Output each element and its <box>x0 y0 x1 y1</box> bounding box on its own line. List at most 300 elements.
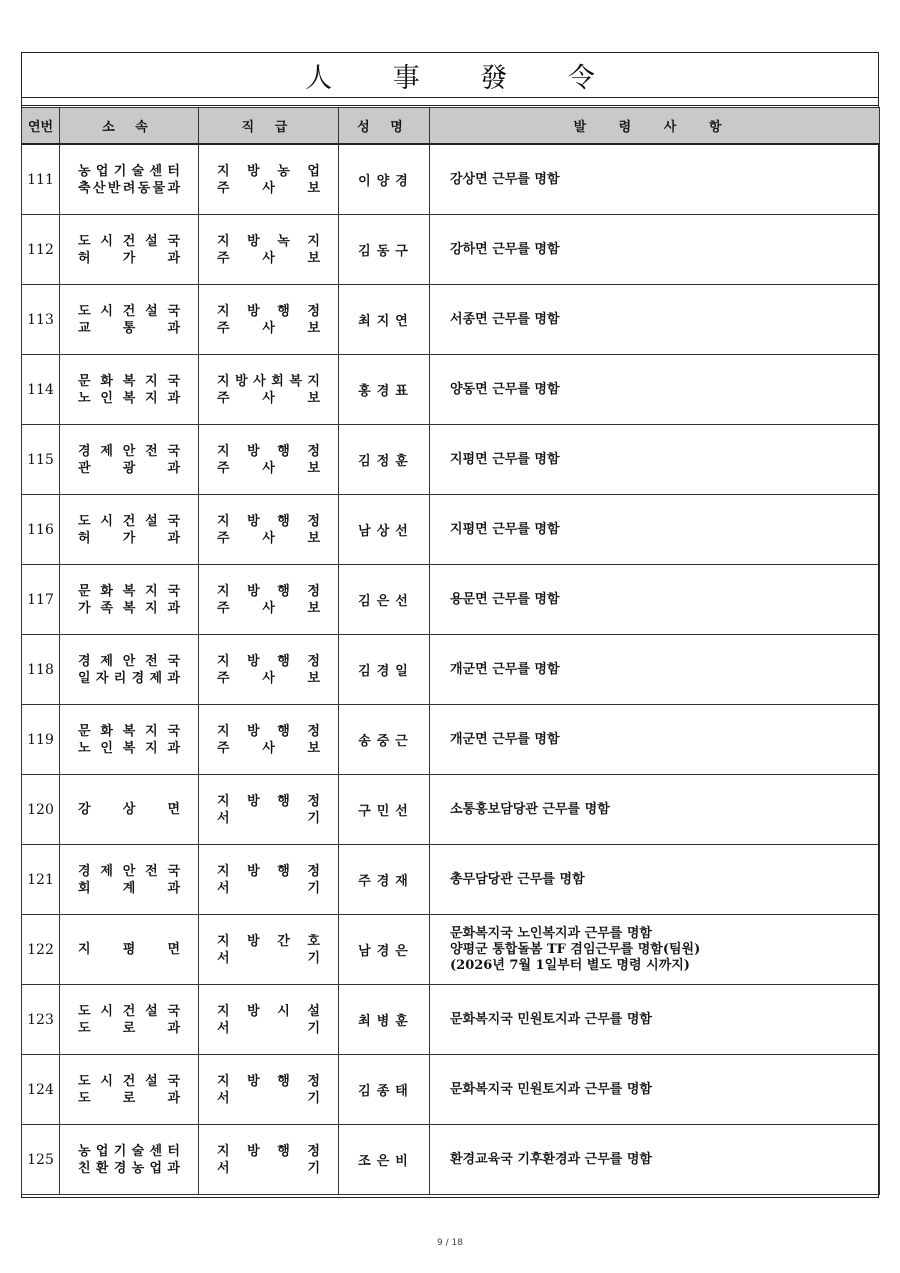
char: 주 <box>217 600 230 616</box>
char: 호 <box>307 933 320 949</box>
char: 사 <box>262 530 275 546</box>
header-rank: 직 급 <box>199 108 339 145</box>
char: 행 <box>277 583 290 599</box>
char: 화 <box>100 583 113 599</box>
char: 주 <box>217 530 230 546</box>
char: 행 <box>277 513 290 529</box>
rank-cell <box>199 775 339 845</box>
department-cell <box>60 705 199 775</box>
rank-cell <box>199 635 339 705</box>
char: 설 <box>145 513 158 529</box>
char: 기 <box>307 1160 320 1176</box>
char: 방 <box>247 443 260 459</box>
order-line: 문화복지국 노인복지과 근무를 명함 <box>450 925 652 941</box>
char: 국 <box>167 723 180 739</box>
char: 보 <box>307 670 320 686</box>
person-name: 김경일 <box>339 635 430 705</box>
order-cell <box>430 355 880 425</box>
char: 복 <box>289 373 302 389</box>
char: 려 <box>122 180 136 196</box>
header-name: 성 명 <box>339 108 430 145</box>
rank-line <box>217 723 320 740</box>
order-line: 문화복지국 민원토지과 근무를 명함 <box>450 1011 652 1027</box>
rank-cell <box>199 285 339 355</box>
char: 터 <box>167 163 180 179</box>
char: 국 <box>167 1073 180 1089</box>
table-body <box>22 144 880 1195</box>
order-line: 소통홍보담당관 근무를 명함 <box>450 801 610 817</box>
rank-cell <box>199 355 339 425</box>
char: 전 <box>145 653 158 669</box>
char: 지 <box>217 1073 230 1089</box>
char: 행 <box>277 653 290 669</box>
char: 강 <box>78 802 91 817</box>
char: 방 <box>247 513 260 529</box>
person-name: 남경은 <box>339 915 430 985</box>
char: 주 <box>217 670 230 686</box>
char: 로 <box>122 1090 136 1106</box>
char: 과 <box>167 320 180 336</box>
char: 설 <box>307 1003 320 1019</box>
department-line <box>78 303 180 320</box>
table-row <box>22 285 880 355</box>
char: 행 <box>277 863 290 879</box>
char: 설 <box>145 303 158 319</box>
header-number: 연번 <box>22 108 60 145</box>
char: 축 <box>78 180 91 196</box>
department-cell <box>60 775 199 845</box>
char: 보 <box>307 740 320 756</box>
order-cell <box>430 1055 880 1125</box>
rank-line <box>217 390 320 407</box>
char: 도 <box>78 1073 91 1089</box>
char: 서 <box>217 1160 230 1176</box>
char: 허 <box>78 250 91 266</box>
char: 방 <box>247 863 260 879</box>
char: 보 <box>307 250 320 266</box>
char: 과 <box>167 250 180 266</box>
row-number: 115 <box>22 425 60 495</box>
char: 기 <box>307 880 320 896</box>
order-line: 환경교육국 기후환경과 근무를 명함 <box>450 1151 652 1167</box>
char: 지 <box>217 1003 230 1019</box>
char: 시 <box>100 1073 113 1089</box>
char: 제 <box>100 863 113 879</box>
char: 사 <box>262 390 275 406</box>
char: 정 <box>307 793 320 809</box>
person-name: 송중근 <box>339 705 430 775</box>
department-line <box>78 163 180 180</box>
char: 도 <box>78 513 91 529</box>
person-name: 김은선 <box>339 565 430 635</box>
char: 농 <box>78 163 91 179</box>
rank-line <box>217 880 320 897</box>
department-cell <box>60 285 199 355</box>
order-cell <box>430 215 880 285</box>
char: 지 <box>217 513 230 529</box>
department-cell <box>60 845 199 915</box>
char: 방 <box>247 233 260 249</box>
rank-cell <box>199 215 339 285</box>
char: 방 <box>247 303 260 319</box>
department-line <box>78 1003 180 1020</box>
char: 면 <box>167 942 180 957</box>
char: 문 <box>78 373 91 389</box>
char: 지 <box>307 233 320 249</box>
char: 정 <box>307 653 320 669</box>
order-cell <box>430 775 880 845</box>
char: 녹 <box>277 233 290 249</box>
department-line <box>78 723 180 740</box>
char: 복 <box>122 723 136 739</box>
row-number: 124 <box>22 1055 60 1125</box>
char: 국 <box>167 303 180 319</box>
char: 사 <box>253 373 266 389</box>
char: 전 <box>145 863 158 879</box>
char: 주 <box>217 250 230 266</box>
department-line <box>78 1160 180 1177</box>
char: 행 <box>277 303 290 319</box>
char: 허 <box>78 530 91 546</box>
order-line: 개군면 근무를 명함 <box>450 731 560 747</box>
rank-cell <box>199 705 339 775</box>
char: 물 <box>152 180 166 196</box>
table-row <box>22 845 880 915</box>
rank-line <box>217 1003 320 1020</box>
char: 정 <box>307 513 320 529</box>
document-frame <box>21 52 879 1198</box>
char: 가 <box>78 600 91 616</box>
char: 서 <box>217 1020 230 1036</box>
table-row <box>22 915 880 985</box>
char: 지 <box>217 583 230 599</box>
order-line: 서종면 근무를 명함 <box>450 311 560 327</box>
char: 지 <box>307 373 320 389</box>
char: 건 <box>122 1073 136 1089</box>
row-number: 123 <box>22 985 60 1055</box>
department-cell <box>60 985 199 1055</box>
department-cell <box>60 1055 199 1125</box>
document-title: 人 事 發 令 <box>305 62 621 94</box>
rank-line <box>217 530 320 547</box>
char: 정 <box>307 303 320 319</box>
row-number: 113 <box>22 285 60 355</box>
char: 보 <box>307 390 320 406</box>
department-cell <box>60 215 199 285</box>
rank-line <box>217 513 320 530</box>
char: 환 <box>95 1160 109 1176</box>
char: 시 <box>100 1003 113 1019</box>
char: 국 <box>167 863 180 879</box>
char: 과 <box>167 390 180 406</box>
char: 과 <box>167 530 180 546</box>
order-cell <box>430 565 880 635</box>
person-name: 이양경 <box>339 144 430 215</box>
department-line <box>78 801 180 818</box>
char: 과 <box>167 670 180 686</box>
char: 보 <box>307 320 320 336</box>
department-cell <box>60 425 199 495</box>
char: 농 <box>78 1143 91 1159</box>
department-cell <box>60 635 199 705</box>
department-line <box>78 1090 180 1107</box>
char: 로 <box>122 1020 136 1036</box>
row-number: 119 <box>22 705 60 775</box>
person-name: 조은비 <box>339 1125 430 1195</box>
order-line: 강하면 근무를 명함 <box>450 241 560 257</box>
row-number: 118 <box>22 635 60 705</box>
order-cell <box>430 1125 880 1195</box>
rank-line <box>217 163 320 180</box>
department-line <box>78 180 180 197</box>
char: 자 <box>95 670 109 686</box>
char: 서 <box>217 1090 230 1106</box>
char: 과 <box>167 180 180 196</box>
char: 서 <box>217 950 230 966</box>
char: 업 <box>307 163 320 179</box>
char: 국 <box>167 443 180 459</box>
char: 건 <box>122 513 136 529</box>
rank-line <box>217 600 320 617</box>
rank-line <box>217 653 320 670</box>
char: 술 <box>131 1143 145 1159</box>
rank-cell <box>199 1125 339 1195</box>
row-number: 116 <box>22 495 60 565</box>
rank-cell <box>199 845 339 915</box>
order-cell <box>430 495 880 565</box>
char: 기 <box>307 1020 320 1036</box>
department-cell <box>60 495 199 565</box>
department-line <box>78 513 180 530</box>
row-number: 114 <box>22 355 60 425</box>
department-line <box>78 390 180 407</box>
table-row <box>22 985 880 1055</box>
char: 농 <box>131 1160 145 1176</box>
table-row <box>22 425 880 495</box>
char: 건 <box>122 303 136 319</box>
char: 안 <box>122 863 136 879</box>
char: 지 <box>217 1143 230 1159</box>
rank-line <box>217 740 320 757</box>
char: 과 <box>167 460 180 476</box>
char: 회 <box>78 880 91 896</box>
char: 도 <box>78 1003 91 1019</box>
person-name: 남상선 <box>339 495 430 565</box>
department-line <box>78 373 180 390</box>
char: 국 <box>167 583 180 599</box>
char: 과 <box>167 600 180 616</box>
char: 경 <box>113 1160 127 1176</box>
char: 기 <box>113 1143 127 1159</box>
table-row <box>22 635 880 705</box>
char: 주 <box>217 320 230 336</box>
rank-cell <box>199 425 339 495</box>
header-department: 소 속 <box>60 108 199 145</box>
char: 통 <box>122 320 136 336</box>
char: 주 <box>217 740 230 756</box>
char: 보 <box>307 600 320 616</box>
char: 방 <box>247 1073 260 1089</box>
department-line <box>78 653 180 670</box>
char: 건 <box>122 1003 136 1019</box>
table-row <box>22 1055 880 1125</box>
table-row <box>22 495 880 565</box>
rank-cell <box>199 1055 339 1125</box>
char: 방 <box>247 583 260 599</box>
char: 방 <box>247 793 260 809</box>
char: 사 <box>262 740 275 756</box>
char: 방 <box>247 1143 260 1159</box>
department-line <box>78 443 180 460</box>
char: 문 <box>78 723 91 739</box>
char: 동 <box>137 180 151 196</box>
char: 지 <box>78 942 91 957</box>
department-cell <box>60 144 199 215</box>
char: 서 <box>217 810 230 826</box>
department-line <box>78 320 180 337</box>
char: 보 <box>307 530 320 546</box>
char: 화 <box>100 723 113 739</box>
table-row <box>22 1125 880 1195</box>
char: 국 <box>167 1003 180 1019</box>
char: 제 <box>100 653 113 669</box>
char: 경 <box>78 443 91 459</box>
char: 친 <box>78 1160 91 1176</box>
char: 계 <box>122 880 136 896</box>
char: 지 <box>217 233 230 249</box>
char: 건 <box>122 233 136 249</box>
char: 정 <box>307 1143 320 1159</box>
rank-line <box>217 863 320 880</box>
char: 지 <box>145 740 158 756</box>
char: 제 <box>149 670 163 686</box>
char: 지 <box>217 793 230 809</box>
char: 지 <box>145 373 158 389</box>
page-indicator: 9 / 18 <box>437 1238 463 1248</box>
char: 보 <box>307 460 320 476</box>
order-cell <box>430 425 880 495</box>
char: 간 <box>277 933 290 949</box>
char: 방 <box>235 373 248 389</box>
char: 행 <box>277 443 290 459</box>
person-name: 김정훈 <box>339 425 430 495</box>
rank-line <box>217 180 320 197</box>
char: 지 <box>145 600 158 616</box>
char: 리 <box>113 670 127 686</box>
row-number: 125 <box>22 1125 60 1195</box>
department-line <box>78 1020 180 1037</box>
char: 방 <box>247 723 260 739</box>
char: 안 <box>122 443 136 459</box>
char: 족 <box>100 600 113 616</box>
char: 정 <box>307 443 320 459</box>
rank-cell <box>199 565 339 635</box>
char: 일 <box>78 670 91 686</box>
char: 정 <box>307 863 320 879</box>
char: 업 <box>149 1160 163 1176</box>
char: 방 <box>247 163 260 179</box>
char: 산 <box>92 180 106 196</box>
order-line: 지평면 근무를 명함 <box>450 451 560 467</box>
char: 국 <box>167 653 180 669</box>
department-line <box>78 530 180 547</box>
char: 복 <box>122 373 136 389</box>
char: 지 <box>217 163 230 179</box>
title-divider-double <box>22 105 878 106</box>
char: 과 <box>167 1020 180 1036</box>
char: 지 <box>217 443 230 459</box>
char: 사 <box>262 320 275 336</box>
char: 평 <box>122 942 136 957</box>
char: 화 <box>100 373 113 389</box>
department-line <box>78 670 180 687</box>
char: 전 <box>145 443 158 459</box>
char: 농 <box>277 163 290 179</box>
order-line: 지평면 근무를 명함 <box>450 521 560 537</box>
char: 센 <box>149 1143 163 1159</box>
char: 도 <box>78 1090 91 1106</box>
char: 광 <box>122 460 136 476</box>
char: 사 <box>262 600 275 616</box>
char: 면 <box>167 802 180 817</box>
department-line <box>78 941 180 958</box>
char: 과 <box>167 1090 180 1106</box>
rank-line <box>217 1090 320 1107</box>
rank-cell <box>199 915 339 985</box>
department-line <box>78 880 180 897</box>
char: 복 <box>122 390 136 406</box>
char: 상 <box>122 802 136 817</box>
char: 교 <box>78 320 91 336</box>
char: 방 <box>247 653 260 669</box>
char: 노 <box>78 740 91 756</box>
char: 지 <box>217 303 230 319</box>
rank-cell <box>199 495 339 565</box>
char: 가 <box>122 530 136 546</box>
char: 시 <box>277 1003 290 1019</box>
char: 지 <box>217 933 230 949</box>
char: 행 <box>277 1143 290 1159</box>
rank-line <box>217 250 320 267</box>
char: 설 <box>145 1073 158 1089</box>
department-line <box>78 583 180 600</box>
rank-line <box>217 950 320 967</box>
char: 국 <box>167 513 180 529</box>
char: 지 <box>145 390 158 406</box>
char: 사 <box>262 670 275 686</box>
order-cell <box>430 285 880 355</box>
order-line: 양동면 근무를 명함 <box>450 381 560 397</box>
char: 도 <box>78 303 91 319</box>
department-line <box>78 460 180 477</box>
char: 경 <box>131 670 145 686</box>
char: 반 <box>107 180 121 196</box>
rank-line <box>217 233 320 250</box>
char: 행 <box>277 1073 290 1089</box>
char: 업 <box>95 1143 109 1159</box>
char: 문 <box>78 583 91 599</box>
table-row <box>22 705 880 775</box>
char: 도 <box>78 1020 91 1036</box>
header-order: 발 령 사 항 <box>430 108 880 145</box>
rank-line <box>217 1020 320 1037</box>
char: 도 <box>78 233 91 249</box>
rank-cell <box>199 144 339 215</box>
order-line: 총무담당관 근무를 명함 <box>450 871 585 887</box>
order-cell <box>430 705 880 775</box>
char: 지 <box>217 863 230 879</box>
department-line <box>78 1143 180 1160</box>
